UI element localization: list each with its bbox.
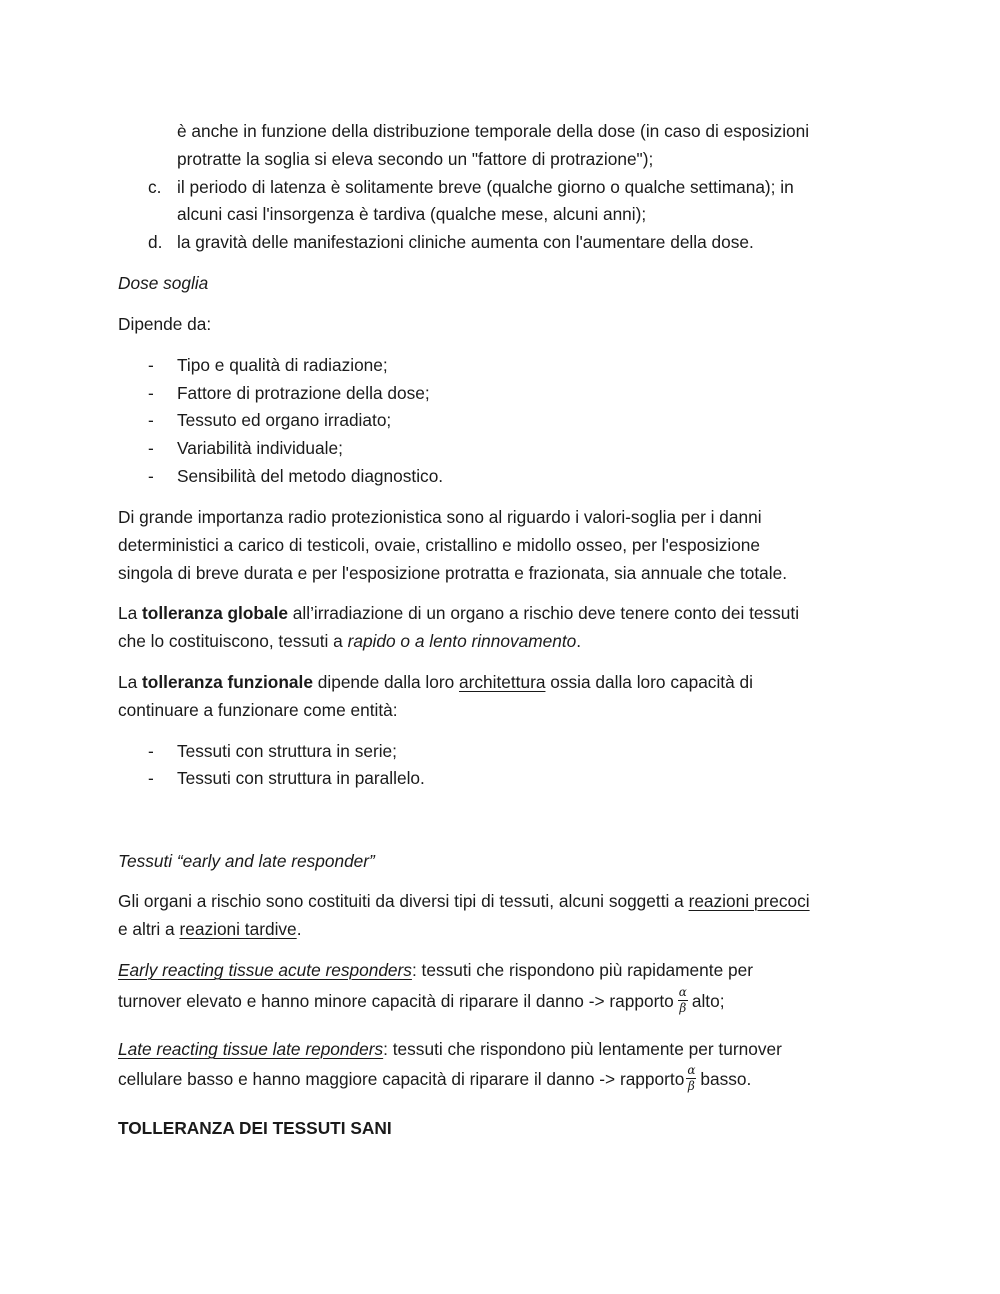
bullet-dash: - — [148, 768, 154, 788]
funzionale-bold-term: tolleranza funzionale — [142, 672, 313, 692]
dose-soglia-heading: Dose soglia — [118, 273, 209, 293]
late-rest: : tessuti che rispondono più lentamente per turnover — [383, 1039, 782, 1059]
importanza-line-2: deterministici a carico di testicoli, ovaie, cristallino e midollo osseo, per l'esposizione — [118, 535, 761, 555]
early-end: alto; — [691, 991, 725, 1011]
section-title: TOLLERANZA DEI TESSUTI SANI — [118, 1118, 392, 1138]
reazioni-precoci-term: reazioni precoci — [688, 891, 810, 911]
early-line-2-text: turnover elevato e hanno minore capacità di riparare il danno -> rapporto — [118, 991, 674, 1011]
list-item-b-line-2: protratte la soglia si eleva secondo un "fattore di protrazione"); — [177, 149, 654, 169]
fraction-denominator: β — [679, 1000, 687, 1015]
list-marker-d: d. — [148, 232, 163, 252]
globale-line-2-pre: che lo costituiscono, tessuti a — [118, 631, 348, 651]
tessuti-p1-line-2 — [118, 915, 302, 943]
dose-soglia-item: Variabilità individuale; — [177, 438, 343, 458]
list-item-c-line-1: il periodo di latenza è solitamente breve (qualche giorno o qualche settimana); in — [177, 177, 794, 197]
tessuti-p1-line-2-pre: e altri a — [118, 919, 180, 939]
globale-la: La — [118, 603, 143, 623]
bullet-dash: - — [148, 410, 154, 430]
globale-line-2-post: . — [576, 631, 582, 651]
tessuti-p1-line-2-post: . — [296, 919, 302, 939]
importanza-line-3: singola di breve durata e per l'esposizione protratta e frazionata, sia annuale che totale. — [118, 563, 788, 583]
funzionale-line-2: continuare a funzionare come entità: — [118, 700, 398, 720]
funzionale-mid: dipende dalla loro — [312, 672, 459, 692]
list-item-d-line-1: la gravità delle manifestazioni cliniche aumenta con l'aumentare della dose. — [177, 232, 754, 252]
list-item-c-line-2: alcuni casi l'insorgenza è tardiva (qualche mese, alcuni anni); — [177, 204, 647, 224]
late-end: basso. — [700, 1069, 752, 1089]
globale-bold-term: tolleranza globale — [142, 603, 288, 623]
tessuti-p1-line-1 — [118, 887, 810, 915]
alpha-beta-fraction — [686, 1064, 696, 1093]
bullet-dash: - — [148, 741, 154, 761]
funzionale-la: La — [118, 672, 143, 692]
fraction-denominator: β — [687, 1078, 695, 1093]
tessuti-p1-pre: Gli organi a rischio sono costituiti da diversi tipi di tessuti, alcuni soggetti a — [118, 891, 689, 911]
alpha-beta-fraction — [678, 986, 688, 1015]
bullet-dash: - — [148, 383, 154, 403]
funzionale-rest: ossia dalla loro capacità di — [545, 672, 753, 692]
list-item-b-line-1: è anche in funzione della distribuzione temporale della dose (in caso di esposizioni — [177, 121, 810, 141]
early-line-1 — [118, 956, 753, 984]
dose-soglia-item: Sensibilità del metodo diagnostico. — [177, 466, 444, 486]
globale-italic-term: rapido o a lento rinnovamento — [347, 631, 577, 651]
dose-soglia-intro: Dipende da: — [118, 314, 212, 334]
funzionale-line-1 — [118, 668, 753, 696]
late-line-2-text: cellulare basso e hanno maggiore capacità di riparare il danno -> rapporto — [118, 1069, 685, 1089]
dose-soglia-item: Tipo e qualità di radiazione; — [177, 355, 388, 375]
globale-rest: all’irradiazione di un organo a rischio deve tenere conto dei tessuti — [288, 603, 800, 623]
dose-soglia-item: Tessuto ed organo irradiato; — [177, 410, 392, 430]
late-line-2 — [118, 1062, 752, 1093]
architettura-term: architettura — [459, 672, 546, 692]
tessuti-heading: Tessuti “early and late responder” — [118, 851, 375, 871]
globale-line-2 — [118, 627, 581, 655]
bullet-dash: - — [148, 438, 154, 458]
late-responders-term: Late reacting tissue late reponders — [118, 1039, 384, 1059]
struttura-item: Tessuti con struttura in parallelo. — [177, 768, 425, 788]
reazioni-tardive-term: reazioni tardive — [179, 919, 297, 939]
bullet-dash: - — [148, 466, 154, 486]
globale-line-1 — [118, 599, 799, 627]
list-marker-c: c. — [148, 177, 162, 197]
early-rest: : tessuti che rispondono più rapidamente per — [411, 960, 753, 980]
dose-soglia-item: Fattore di protrazione della dose; — [177, 383, 430, 403]
bullet-dash: - — [148, 355, 154, 375]
fraction-numerator: α — [687, 1062, 696, 1077]
fraction-numerator: α — [678, 984, 687, 999]
struttura-item: Tessuti con struttura in serie; — [177, 741, 397, 761]
importanza-line-1: Di grande importanza radio protezionistica sono al riguardo i valori-soglia per i danni — [118, 507, 762, 527]
early-responders-term: Early reacting tissue acute responders — [118, 960, 412, 980]
early-line-2 — [118, 984, 725, 1015]
late-line-1 — [118, 1035, 782, 1063]
